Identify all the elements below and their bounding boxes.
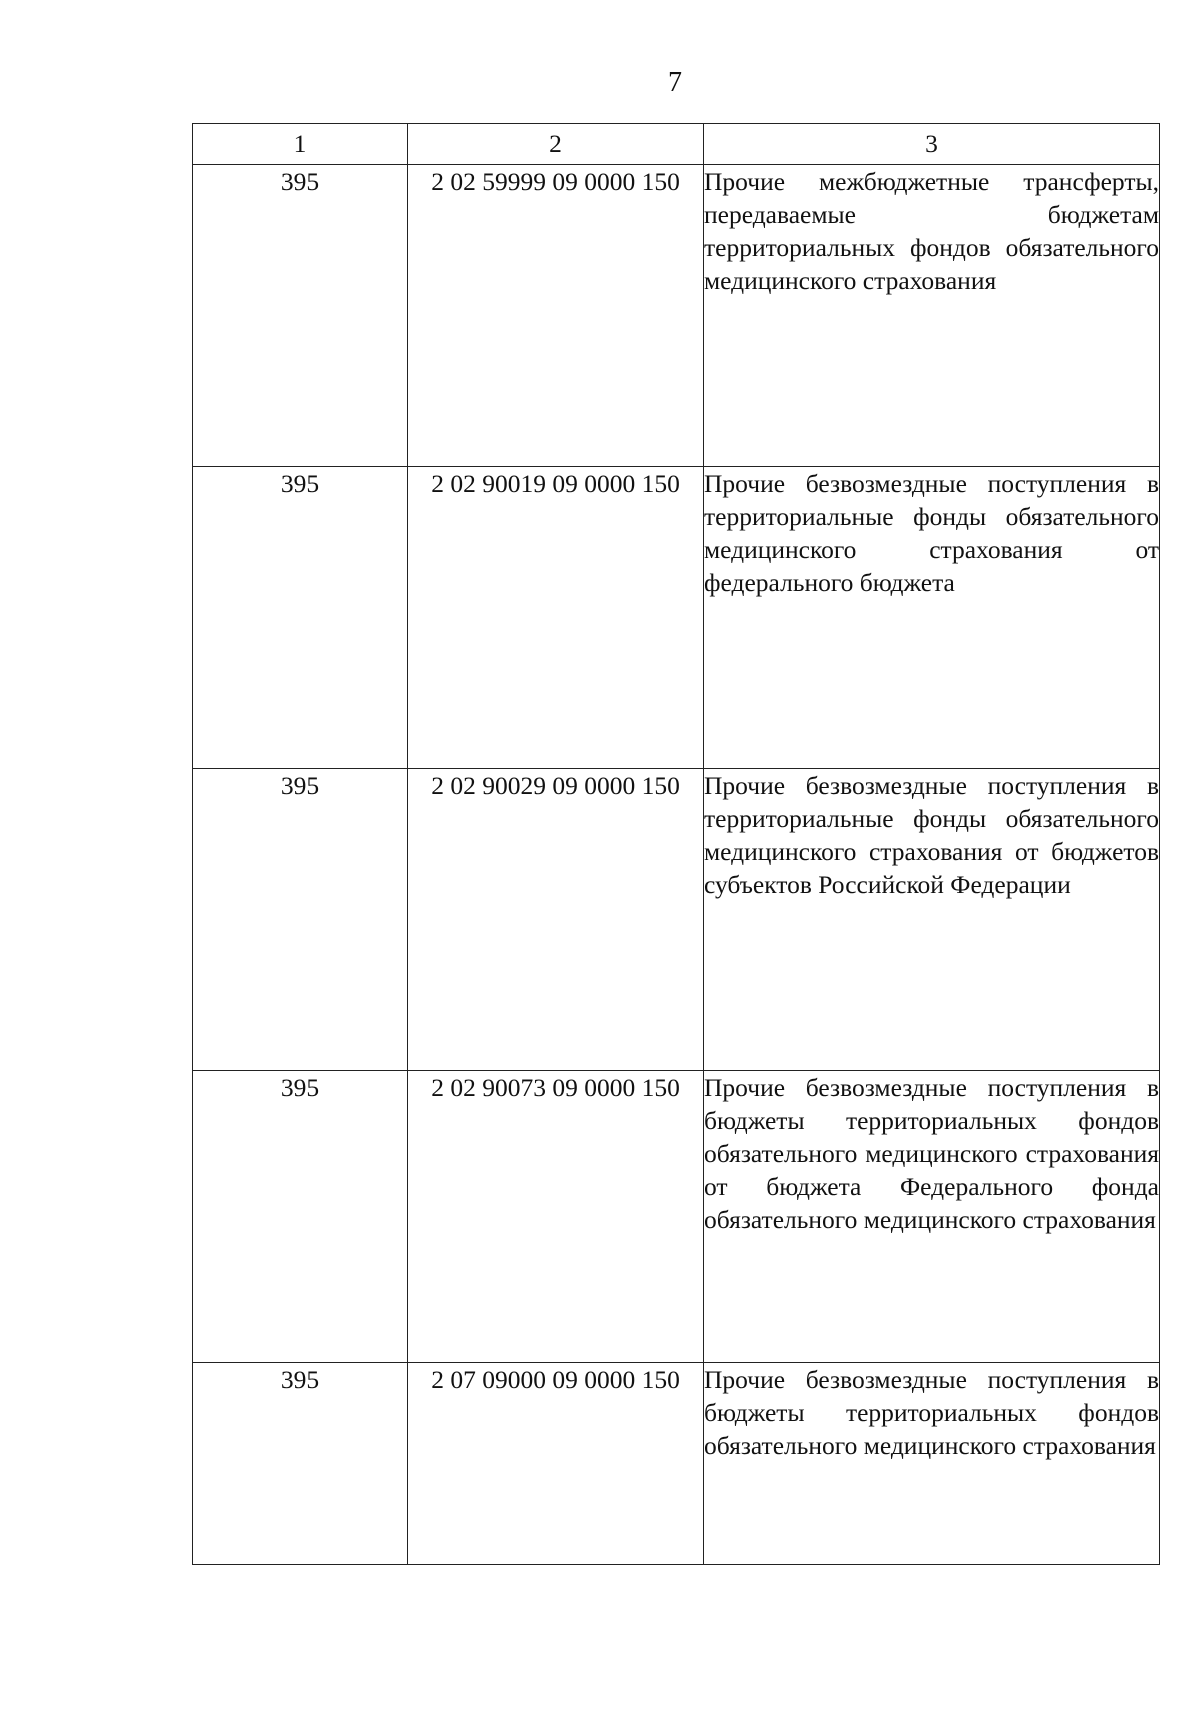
budget-code-cell: 2 02 90019 09 0000 150 <box>408 467 704 769</box>
budget-code-cell: 2 02 59999 09 0000 150 <box>408 165 704 467</box>
table-row <box>193 467 1160 769</box>
revenue-name-cell: Прочие безвозмездные поступления в бюджеты территориальных фондов обязательного медицинского страхования <box>704 1363 1160 1565</box>
budget-code-cell: 2 02 90029 09 0000 150 <box>408 769 704 1071</box>
revenue-name-cell: Прочие безвозмездные поступления в территориальные фонды обязательного медицинского страхования от федерального бюджета <box>704 467 1160 769</box>
column-header-3: 3 <box>704 124 1160 165</box>
budget-codes-table <box>192 123 1160 1565</box>
admin-code-cell: 395 <box>193 165 408 467</box>
revenue-name-cell: Прочие безвозмездные поступления в территориальные фонды обязательного медицинского страхования от бюджетов субъектов Российской Федерации <box>704 769 1160 1071</box>
table-row <box>193 165 1160 467</box>
budget-code-cell: 2 07 09000 09 0000 150 <box>408 1363 704 1565</box>
revenue-name-cell: Прочие межбюджетные трансферты, передаваемые бюджетам территориальных фондов обязательного медицинского страхования <box>704 165 1160 467</box>
page-number: 7 <box>668 67 682 98</box>
table-row <box>193 769 1160 1071</box>
table-row <box>193 1071 1160 1363</box>
column-header-2: 2 <box>408 124 704 165</box>
admin-code-cell: 395 <box>193 1363 408 1565</box>
admin-code-cell: 395 <box>193 769 408 1071</box>
table-row <box>193 1363 1160 1565</box>
admin-code-cell: 395 <box>193 467 408 769</box>
admin-code-cell: 395 <box>193 1071 408 1363</box>
revenue-name-cell: Прочие безвозмездные поступления в бюджеты территориальных фондов обязательного медицинского страхования от бюджета Федерального фонда обязательного медицинского страхования <box>704 1071 1160 1363</box>
column-header-1: 1 <box>193 124 408 165</box>
table-header-row <box>193 124 1160 165</box>
budget-code-cell: 2 02 90073 09 0000 150 <box>408 1071 704 1363</box>
